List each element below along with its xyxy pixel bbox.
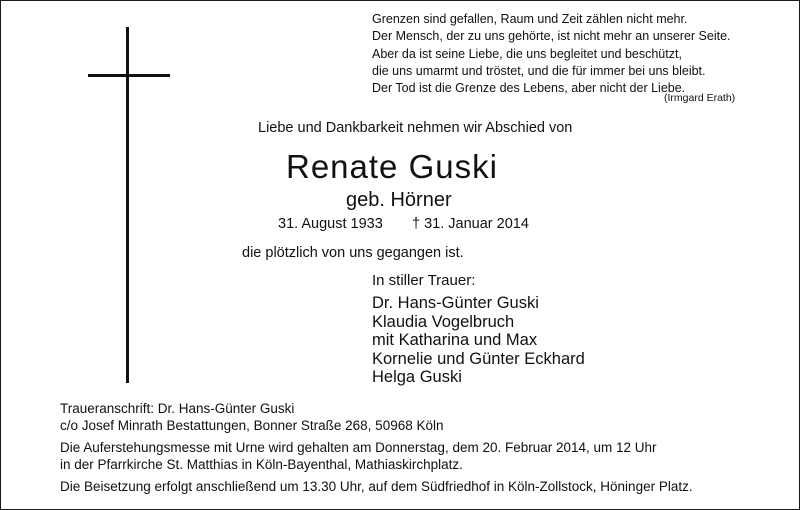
mourners-list	[372, 294, 585, 387]
cross-icon	[126, 27, 129, 383]
poem-line: Der Tod ist die Grenze des Lebens, aber nicht der Liebe.	[372, 81, 686, 96]
farewell-intro: Liebe und Dankbarkeit nehmen wir Abschied von	[258, 120, 573, 136]
passing-text: die plötzlich von uns gegangen ist.	[242, 245, 464, 261]
footer-info	[60, 400, 693, 495]
mourner-name: Helga Guski	[372, 368, 462, 387]
maiden-name: geb. Hörner	[346, 189, 452, 211]
deceased-name: Renate Guski	[286, 148, 498, 185]
address-line: Traueranschrift: Dr. Hans-Günter Guski	[60, 401, 295, 416]
mass-info-line: in der Pfarrkirche St. Matthias in Köln-Bayenthal, Mathiaskirchplatz.	[60, 457, 463, 472]
mourner-name: mit Katharina und Max	[372, 331, 538, 350]
poem-line: Aber da ist seine Liebe, die uns begleitet und beschützt,	[372, 46, 682, 61]
address-line: c/o Josef Minrath Bestattungen, Bonner Straße 268, 50968 Köln	[60, 418, 444, 433]
mass-info-line: Die Auferstehungsmesse mit Urne wird gehalten am Donnerstag, dem 20. Februar 2014, um 12 Uhr	[60, 440, 657, 455]
poem-line: Grenzen sind gefallen, Raum und Zeit zählen nicht mehr.	[372, 12, 688, 26]
mourners-label: In stiller Trauer:	[372, 272, 476, 289]
mourner-name: Kornelie und Günter Eckhard	[372, 349, 585, 368]
mourner-name: Klaudia Vogelbruch	[372, 312, 515, 331]
cross-icon-crossbar	[88, 74, 170, 77]
birth-date: 31. August 1933	[278, 216, 383, 232]
poem-line: die uns umarmt und tröstet, und die für immer bei uns bleibt.	[372, 63, 706, 78]
death-date: † 31. Januar 2014	[412, 216, 529, 232]
poem-author: (Irmgard Erath)	[664, 92, 736, 104]
burial-info: Die Beisetzung erfolgt anschließend um 13.30 Uhr, auf dem Südfriedhof in Köln-Zollstock, Höninger Platz.	[60, 479, 693, 494]
mourner-name: Dr. Hans-Günter Guski	[372, 294, 539, 312]
poem-line: Der Mensch, der zu uns gehörte, ist nicht mehr an unserer Seite.	[372, 29, 731, 44]
poem	[372, 11, 731, 97]
